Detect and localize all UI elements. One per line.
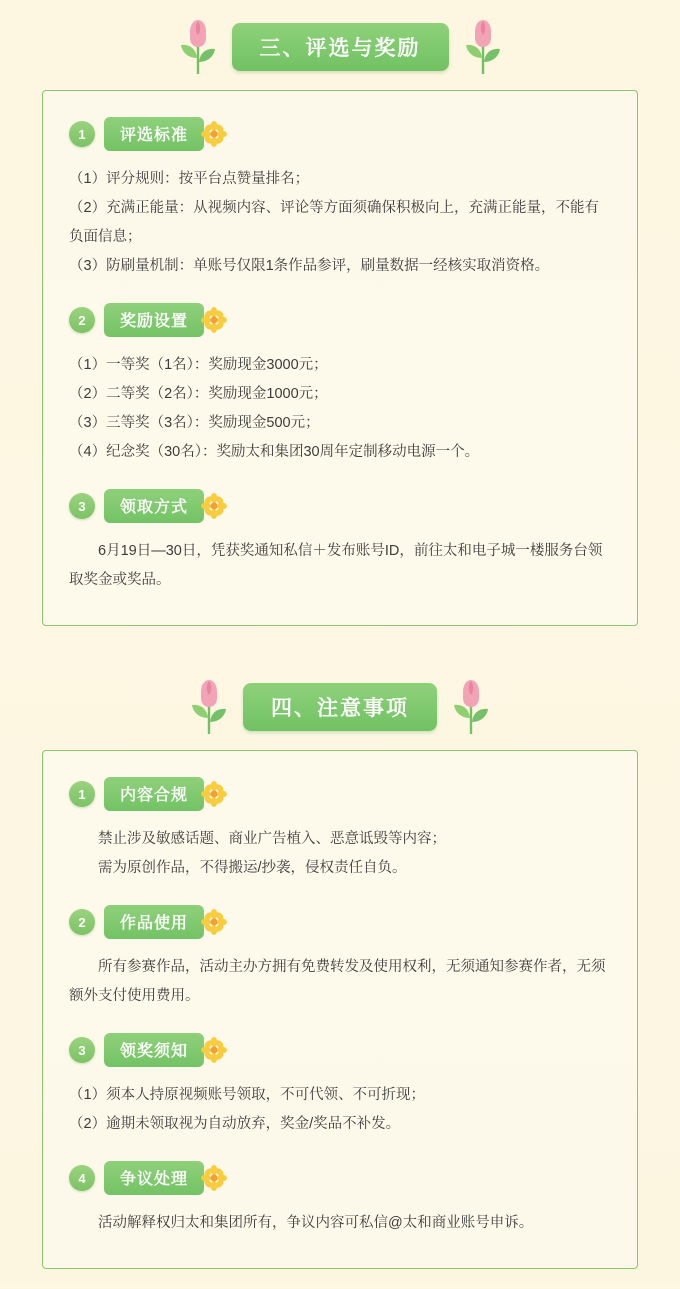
body-line: 活动解释权归太和集团所有，争议内容可私信@太和商业账号申诉。 (98, 1215, 534, 1231)
section-heading-4 (0, 678, 680, 736)
body-line: 禁止涉及敏感话题、商业广告植入、恶意诋毁等内容； (98, 831, 446, 847)
group-header (69, 303, 611, 337)
body-line: （3）防刷量机制：单账号仅限1条作品参评，刷量数据一经核实取消资格。 (69, 258, 550, 274)
group-label: 领奖须知 (104, 1033, 204, 1067)
tulip-icon (189, 678, 229, 736)
group-header (69, 905, 611, 939)
body-line: （2）逾期未领取视为自动放弃，奖金/奖品不补发。 (69, 1116, 401, 1132)
flower-icon (201, 1165, 227, 1191)
tulip-icon (178, 18, 218, 76)
body-line: 需为原创作品，不得搬运/抄袭，侵权责任自负。 (98, 860, 407, 876)
section-spacer (0, 626, 680, 660)
flower-icon (201, 307, 227, 333)
group-number: 3 (69, 1037, 95, 1063)
group-body (69, 1209, 611, 1238)
flower-icon (201, 781, 227, 807)
group-header (69, 777, 611, 811)
group-number: 1 (69, 121, 95, 147)
group-label: 作品使用 (104, 905, 204, 939)
section-title: 四、注意事项 (243, 683, 437, 731)
group-body (69, 537, 611, 595)
flower-icon (201, 121, 227, 147)
flower-icon (201, 1037, 227, 1063)
group-label: 领取方式 (104, 489, 204, 523)
tulip-icon (451, 678, 491, 736)
body-line: 6月19日—30日，凭获奖通知私信＋发布账号ID，前往太和电子城一楼服务台领取奖金或奖品。 (69, 543, 603, 588)
section-card-4 (42, 750, 638, 1269)
body-line: （4）纪念奖（30名）：奖励太和集团30周年定制移动电源一个。 (69, 444, 480, 460)
group-header (69, 1161, 611, 1195)
group-body (69, 351, 611, 467)
body-line: （2）充满正能量：从视频内容、评论等方面须确保积极向上，充满正能量，不能有负面信息； (69, 200, 600, 245)
group-header (69, 489, 611, 523)
group-body (69, 165, 611, 281)
body-line: （1）评分规则：按平台点赞量排名； (69, 171, 310, 187)
group-number: 3 (69, 493, 95, 519)
body-line: （1）一等奖（1名）：奖励现金3000元； (69, 357, 328, 373)
group-number: 2 (69, 307, 95, 333)
group-label: 奖励设置 (104, 303, 204, 337)
group-number: 1 (69, 781, 95, 807)
group-body (69, 825, 611, 883)
flower-icon (201, 493, 227, 519)
body-line: （2）二等奖（2名）：奖励现金1000元； (69, 386, 328, 402)
group-header (69, 1033, 611, 1067)
section-card-3 (42, 90, 638, 626)
tulip-icon (463, 18, 503, 76)
group-label: 内容合规 (104, 777, 204, 811)
group-label: 评选标准 (104, 117, 204, 151)
section-heading-3 (0, 18, 680, 76)
poster-page (0, 18, 680, 1289)
section-title: 三、评选与奖励 (232, 23, 449, 71)
group-body (69, 953, 611, 1011)
body-line: （1）须本人持原视频账号领取，不可代领、不可折现； (69, 1087, 426, 1103)
flower-icon (201, 909, 227, 935)
group-number: 2 (69, 909, 95, 935)
group-label: 争议处理 (104, 1161, 204, 1195)
group-body (69, 1081, 611, 1139)
group-number: 4 (69, 1165, 95, 1191)
body-line: 所有参赛作品，活动主办方拥有免费转发及使用权利，无须通知参赛作者，无须额外支付使用费用。 (69, 959, 606, 1004)
group-header (69, 117, 611, 151)
body-line: （3）三等奖（3名）：奖励现金500元； (69, 415, 320, 431)
